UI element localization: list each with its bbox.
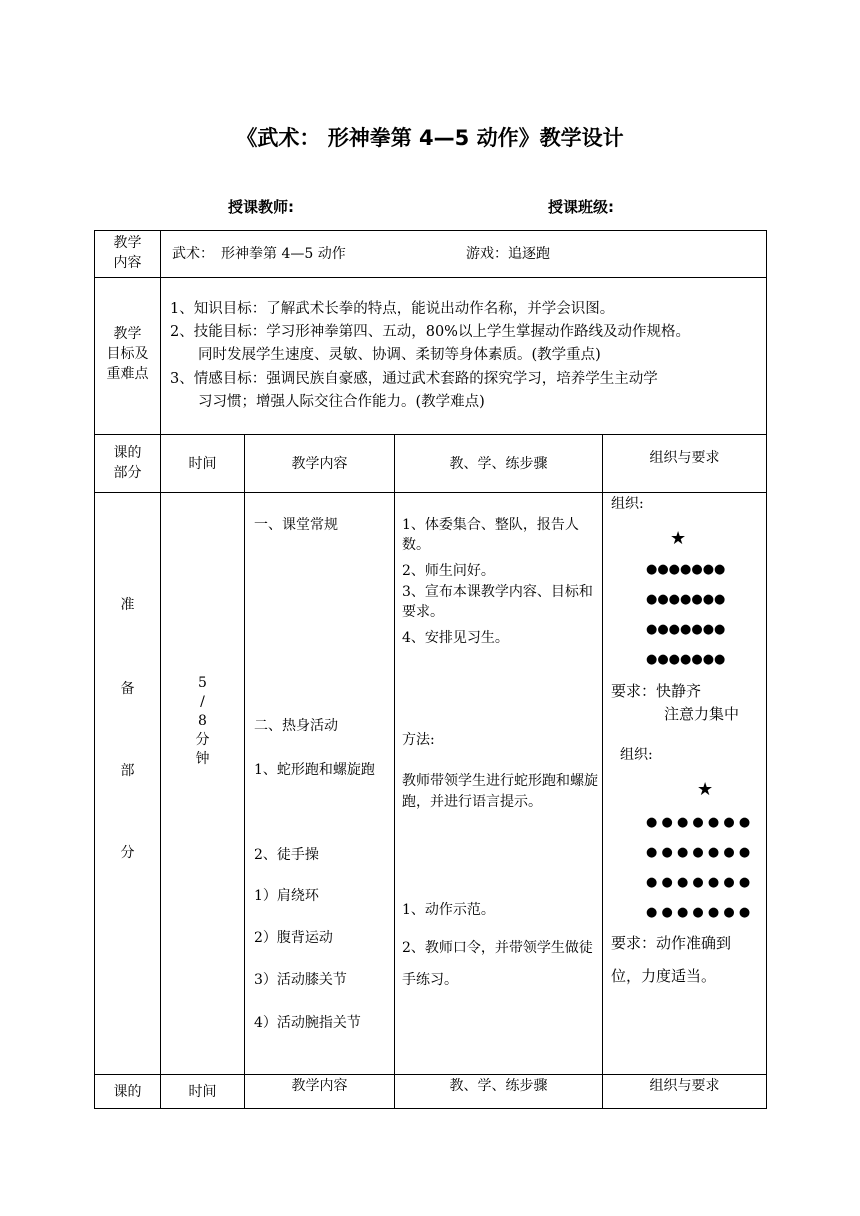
- part-char: 备: [120, 681, 135, 697]
- student-row: ●●●●●●●: [646, 622, 726, 637]
- step-text: 教师带领学生进行蛇形跑和螺旋跑，并进行语言提示。: [402, 773, 598, 810]
- header-steps: 教、学、练步骤: [449, 456, 548, 472]
- org-requirement: 要求：动作准确到位，力度适当。: [611, 934, 732, 985]
- header-part: 课的 部分: [113, 445, 142, 481]
- footer-content: 教学内容: [291, 1078, 348, 1094]
- content-item: 二、热身活动: [254, 718, 338, 734]
- class-label: 授课班级:: [548, 198, 614, 216]
- table-line: [394, 434, 395, 1109]
- footer-steps: 教、学、练步骤: [449, 1078, 548, 1094]
- table-border-top: [94, 230, 767, 231]
- part-char: 分: [120, 845, 135, 861]
- content-item: 1）肩绕环: [254, 888, 319, 904]
- teacher-star-icon: ★: [670, 528, 687, 549]
- content-item: 2）腹背运动: [254, 930, 333, 946]
- content-row-label: 教学 内容: [113, 235, 142, 271]
- content-text-game: 游戏：追逐跑: [466, 246, 550, 262]
- teacher-label: 授课教师:: [228, 198, 294, 216]
- student-row: ●●●●●●●: [646, 652, 726, 667]
- org-requirement: 注意力集中: [664, 705, 740, 723]
- step-text: 方法:: [402, 732, 435, 748]
- content-text-main: 武术： 形神拳第 4—5 动作: [172, 246, 346, 262]
- student-row: ●●●●●●●: [646, 592, 726, 607]
- student-row: ●●●●●●●: [646, 562, 726, 577]
- table-line: [244, 434, 245, 1109]
- part-char: 准: [120, 597, 135, 613]
- footer-org: 组织与要求: [649, 1078, 720, 1094]
- header-org: 组织与要求: [649, 450, 720, 466]
- goal-line: 1、知识目标：了解武术长拳的特点，能说出动作名称，并学会识图。: [170, 301, 615, 317]
- footer-time: 时间: [188, 1084, 217, 1100]
- header-time: 时间: [188, 456, 217, 472]
- table-line: [602, 434, 603, 1109]
- content-item: 4）活动腕指关节: [254, 1015, 361, 1031]
- org-label: 组织:: [620, 747, 653, 763]
- table-border-right: [766, 230, 767, 1109]
- part-char: 部: [120, 763, 135, 779]
- table-border-bottom: [94, 1108, 767, 1109]
- table-line: [94, 434, 767, 435]
- step-text: 2、师生问好。: [402, 563, 495, 579]
- step-text: 4、安排见习生。: [402, 630, 509, 646]
- step-text: 1、动作示范。: [402, 902, 495, 918]
- teacher-star-icon: ★: [697, 779, 714, 800]
- table-line: [94, 1074, 767, 1075]
- org-label: 组织:: [611, 496, 644, 512]
- goals-row-label: 教学 目标及 重难点: [106, 326, 149, 382]
- content-item: 3）活动膝关节: [254, 972, 347, 988]
- table-line: [94, 492, 767, 493]
- content-item: 1、蛇形跑和螺旋跑: [254, 762, 375, 778]
- content-item: 2、徒手操: [254, 847, 319, 863]
- time-value: 5 / 8 分 钟: [195, 675, 210, 767]
- student-row: ● ● ● ● ● ● ●: [646, 845, 751, 860]
- goal-line: 同时发展学生速度、灵敏、协调、柔韧等身体素质。(教学重点): [198, 347, 601, 363]
- student-row: ● ● ● ● ● ● ●: [646, 875, 751, 890]
- step-text: 3、宣布本课教学内容、目标和要求。: [402, 584, 593, 620]
- header-content: 教学内容: [291, 456, 348, 472]
- org-requirement: 要求：快静齐: [611, 682, 702, 700]
- goal-line: 习习惯；增强人际交往合作能力。(教学难点): [198, 394, 485, 410]
- step-text: 2、教师口令，并带领学生做徒手练习。: [402, 940, 593, 988]
- goal-line: 2、技能目标：学习形神拳第四、五动，80%以上学生掌握动作路线及动作规格。: [170, 324, 690, 340]
- student-row: ● ● ● ● ● ● ●: [646, 905, 751, 920]
- table-line: [160, 230, 161, 1109]
- content-item: 一、课堂常规: [254, 517, 338, 533]
- document-title: 《武术： 形神拳第 4—5 动作》教学设计: [236, 126, 624, 150]
- footer-part: 课的: [113, 1084, 142, 1100]
- step-text: 1、体委集合、整队，报告人数。: [402, 517, 579, 553]
- goal-line: 3、情感目标：强调民族自豪感，通过武术套路的探究学习，培养学生主动学: [170, 371, 658, 387]
- student-row: ● ● ● ● ● ● ●: [646, 815, 751, 830]
- table-line: [94, 277, 767, 278]
